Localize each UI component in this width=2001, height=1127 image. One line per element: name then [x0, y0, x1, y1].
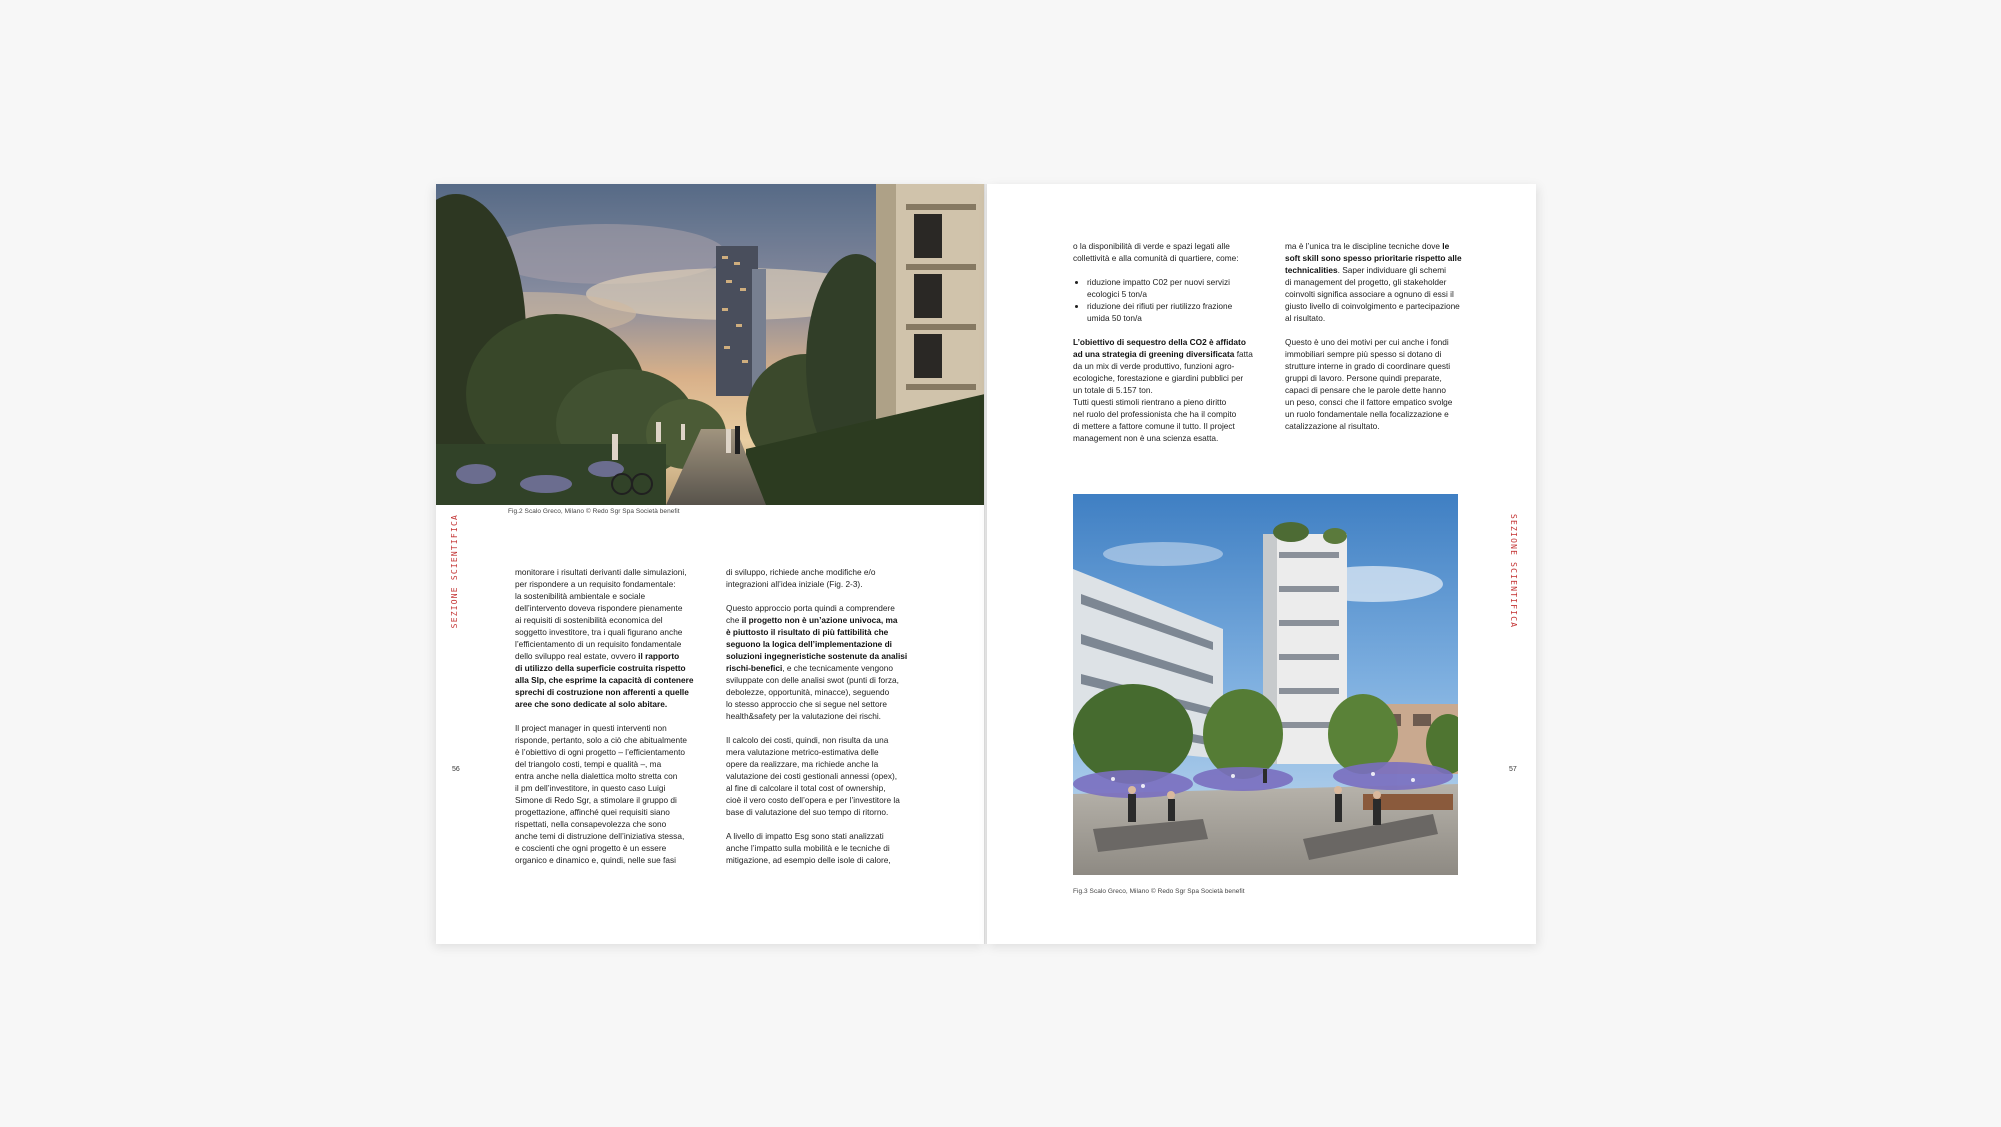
fig2-photo [436, 184, 985, 505]
fig3-caption: Fig.3 Scalo Greco, Milano © Redo Sgr Spa Società benefit [1073, 888, 1245, 895]
page-number: 57 [1509, 766, 1517, 773]
bullet-list [1073, 276, 1273, 324]
left-column-2 [726, 566, 926, 878]
right-column-2 [1285, 240, 1485, 444]
paragraph: o la disponibilità di verde e spazi legati alle collettività e alla comunità di quartiere, come: [1073, 241, 1239, 263]
paragraph: Questo è uno dei motivi per cui anche i fondi immobiliari sempre più spesso si dotano di strutture interne in grado di coordinare questi gruppi di lavoro. Persone quindi preparate, capaci di pensare che le parole dette hanno un peso, consci che il fattore empatico svolge un ruolo fondamentale nella focalizzazione e catalizzazione al risultato. [1285, 337, 1453, 431]
fig2-illustration [436, 184, 985, 505]
section-label: SEZIONE SCIENTIFICA [450, 514, 459, 629]
paragraph: ma è l’unica tra le discipline tecniche dove le soft skill sono spesso prioritarie rispetto alle technicalities. Saper individuare gli schemi di management del progetto, gli stakeholder coinvolti significa associare a ognuno di essi il giusto livello di coinvolgimento e partecipazione al risultato. [1285, 241, 1462, 323]
list-item: • riduzione impatto C02 per nuovi servizi ecologici 5 ton/a [1087, 276, 1273, 300]
left-page [436, 184, 985, 944]
paragraph: A livello di impatto Esg sono stati analizzati anche l’impatto sulla mobilità e le tecniche di mitigazione, ad esempio delle isole di calore, [726, 831, 891, 865]
right-column-1 [1073, 240, 1273, 456]
fig2-caption: Fig.2 Scalo Greco, Milano © Redo Sgr Spa Società benefit [508, 508, 680, 515]
paragraph: L’obiettivo di sequestro della CO2 è affidato ad una strategia di greening diversificata fatta da un mix di verde produttivo, funzioni agro- ecologiche, forestazione e giardini pubblici per un totale di 5.157 ton. Tutti questi stimoli rientrano a pieno diritto nel ruolo del professionista che ha il compito di mettere a fattore comune il tutto. Il project management non è una scienza esatta. [1073, 337, 1253, 443]
page-number: 56 [452, 766, 460, 773]
list-item: • riduzione dei rifiuti per riutilizzo frazione umida 50 ton/a [1087, 300, 1273, 324]
paragraph: Questo approccio porta quindi a comprendere che il progetto non è un’azione univoca, ma è piuttosto il risultato di più fattibilità che seguono la logica dell’implementazione di soluzioni ingegneristiche sostenute da analisi rischi-benefici, e che tecnicamente vengono sviluppate con delle analisi swot (punti di forza, debolezze, opportunità, minacce), seguendo lo stesso approccio che si segue nel settore health&safety per la valutazione dei rischi. [726, 603, 908, 721]
fig3-photo [1073, 494, 1458, 875]
right-page [987, 184, 1536, 944]
paragraph: Il calcolo dei costi, quindi, non risulta da una mera valutazione metrico-estimativa delle opere da realizzare, ma richiede anche la valutazione dei costi gestionali annessi (opex), al fine di calcolare il total cost of ownership, cioè il vero costo dell’opera e per l’investitore la base di valutazione del suo tempo di ritorno. [726, 735, 900, 817]
paragraph: di sviluppo, richiede anche modifiche e/o integrazioni all’idea iniziale (Fig. 2-3). [726, 567, 876, 589]
paragraph: Il project manager in questi interventi non risponde, pertanto, solo a ciò che abitualmente è l’obiettivo di ogni progetto – l’efficientamento del triangolo costi, tempi e qualità –, ma entra anche nella dialettica molto stretta con il pm dell’investitore, in questo caso Luigi Simone di Redo Sgr, a stimolare il gruppo di progettazione, affinché quei requisiti siano rispettati, nella consapevolezza che sono anche temi di distruzione dell’iniziativa stessa, e coscienti che ogni progetto è un essere organico e dinamico e, quindi, nelle sue fasi [515, 723, 688, 865]
section-label: SEZIONE SCIENTIFICA [1509, 514, 1518, 629]
left-column-1 [515, 566, 715, 878]
fig3-illustration [1073, 494, 1458, 875]
paragraph: monitorare i risultati derivanti dalle simulazioni, per rispondere a un requisito fondamentale: la sostenibilità ambientale e sociale dell’intervento doveva rispondere pienamente ai requisiti di sostenibilità economica del soggetto investitore, tra i quali figurano anche l’efficientamento di un requisito fondamentale dello sviluppo real estate, ovvero il rapporto di utilizzo della superficie costruita rispetto alla Slp, che esprime la capacità di contenere sprechi di costruzione non afferenti a quelle aree che sono dedicate al solo abitare. [515, 567, 694, 709]
